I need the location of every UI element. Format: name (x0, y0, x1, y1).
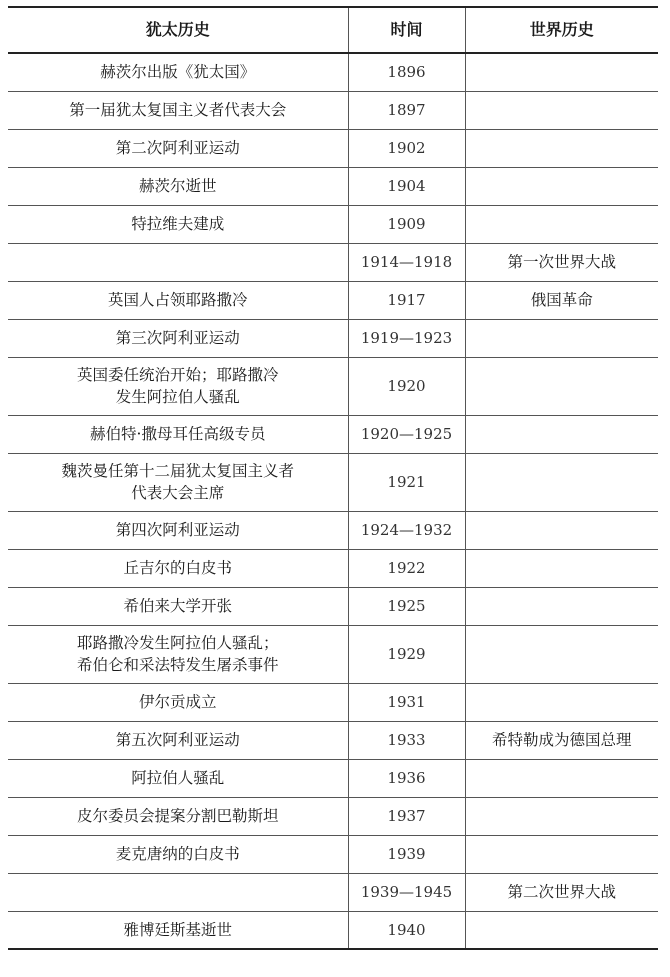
cell-world-event (465, 911, 658, 949)
cell-world-event (465, 835, 658, 873)
cell-jewish-event-line: 英国委任统治开始；耶路撒冷 (76, 366, 279, 384)
cell-jewish-event: 赫伯特·撒母耳任高级专员 (8, 415, 348, 453)
cell-world-event (465, 511, 658, 549)
table-row (8, 911, 658, 949)
cell-jewish-event-line: 耶路撒冷发生阿拉伯人骚乱； (76, 634, 279, 652)
cell-time: 1904 (348, 167, 465, 205)
cell-time: 1897 (348, 91, 465, 129)
cell-jewish-event: 第二次阿利亚运动 (8, 129, 348, 167)
cell-time: 1929 (348, 625, 465, 683)
table-row (8, 759, 658, 797)
table-row (8, 683, 658, 721)
table-row (8, 587, 658, 625)
cell-world-event (465, 415, 658, 453)
cell-time: 1924—1932 (348, 511, 465, 549)
header-time: 时间 (348, 7, 465, 53)
cell-world-event (465, 453, 658, 511)
cell-jewish-event: 雅博廷斯基逝世 (8, 911, 348, 949)
cell-world-event (465, 91, 658, 129)
cell-jewish-event: 第三次阿利亚运动 (8, 319, 348, 357)
cell-time: 1920 (348, 357, 465, 415)
cell-jewish-event-line: 发生阿拉伯人骚乱 (115, 388, 240, 406)
table-row (8, 797, 658, 835)
cell-time: 1931 (348, 683, 465, 721)
table-row (8, 625, 658, 683)
table-row (8, 91, 658, 129)
cell-jewish-event (8, 873, 348, 911)
cell-time: 1925 (348, 587, 465, 625)
cell-jewish-event: 英国人占领耶路撒冷 (8, 281, 348, 319)
table-row (8, 873, 658, 911)
cell-jewish-event: 赫茨尔出版《犹太国》 (8, 53, 348, 91)
cell-time: 1909 (348, 205, 465, 243)
cell-world-event (465, 549, 658, 587)
cell-jewish-event: 皮尔委员会提案分割巴勒斯坦 (8, 797, 348, 835)
cell-world-event: 第一次世界大战 (465, 243, 658, 281)
table-row (8, 835, 658, 873)
cell-world-event: 俄国革命 (465, 281, 658, 319)
cell-world-event (465, 797, 658, 835)
table-row (8, 511, 658, 549)
cell-time: 1939—1945 (348, 873, 465, 911)
header-jewish-history: 犹太历史 (8, 7, 348, 53)
cell-time: 1922 (348, 549, 465, 587)
header-world-history: 世界历史 (465, 7, 658, 53)
cell-jewish-event: 第四次阿利亚运动 (8, 511, 348, 549)
cell-time: 1914—1918 (348, 243, 465, 281)
cell-jewish-event: 伊尔贡成立 (8, 683, 348, 721)
table-row (8, 721, 658, 759)
cell-jewish-event-line: 希伯仑和采法特发生屠杀事件 (76, 656, 279, 674)
cell-jewish-event-line: 代表大会主席 (131, 484, 225, 502)
cell-world-event (465, 587, 658, 625)
table-row (8, 53, 658, 91)
cell-world-event (465, 205, 658, 243)
cell-jewish-event: 特拉维夫建成 (8, 205, 348, 243)
table-row (8, 549, 658, 587)
cell-jewish-event: 希伯来大学开张 (8, 587, 348, 625)
cell-time: 1920—1925 (348, 415, 465, 453)
cell-jewish-event (8, 243, 348, 281)
cell-time: 1936 (348, 759, 465, 797)
cell-time: 1919—1923 (348, 319, 465, 357)
cell-world-event (465, 129, 658, 167)
cell-jewish-event (8, 357, 348, 415)
cell-jewish-event: 赫茨尔逝世 (8, 167, 348, 205)
cell-time: 1939 (348, 835, 465, 873)
table-row (8, 319, 658, 357)
cell-world-event (465, 625, 658, 683)
cell-jewish-event: 第五次阿利亚运动 (8, 721, 348, 759)
table-row (8, 415, 658, 453)
cell-time: 1940 (348, 911, 465, 949)
cell-jewish-event: 第一届犹太复国主义者代表大会 (8, 91, 348, 129)
cell-world-event (465, 319, 658, 357)
cell-jewish-event (8, 625, 348, 683)
table-row (8, 167, 658, 205)
cell-world-event: 第二次世界大战 (465, 873, 658, 911)
table-row (8, 357, 658, 415)
table-row (8, 281, 658, 319)
cell-world-event (465, 683, 658, 721)
cell-world-event (465, 167, 658, 205)
cell-jewish-event: 丘吉尔的白皮书 (8, 549, 348, 587)
cell-jewish-event: 麦克唐纳的白皮书 (8, 835, 348, 873)
table-row (8, 205, 658, 243)
cell-world-event (465, 53, 658, 91)
cell-time: 1921 (348, 453, 465, 511)
cell-jewish-event (8, 453, 348, 511)
table-body (8, 53, 658, 949)
cell-time: 1917 (348, 281, 465, 319)
cell-jewish-event-line: 魏茨曼任第十二届犹太复国主义者 (61, 462, 294, 480)
timeline-table-container (8, 6, 658, 950)
table-row (8, 453, 658, 511)
cell-world-event (465, 759, 658, 797)
timeline-table (8, 6, 658, 950)
table-row (8, 129, 658, 167)
cell-world-event (465, 357, 658, 415)
cell-jewish-event: 阿拉伯人骚乱 (8, 759, 348, 797)
cell-time: 1902 (348, 129, 465, 167)
cell-time: 1937 (348, 797, 465, 835)
table-row (8, 243, 658, 281)
cell-world-event: 希特勒成为德国总理 (465, 721, 658, 759)
cell-time: 1896 (348, 53, 465, 91)
table-header-row (8, 7, 658, 53)
cell-time: 1933 (348, 721, 465, 759)
